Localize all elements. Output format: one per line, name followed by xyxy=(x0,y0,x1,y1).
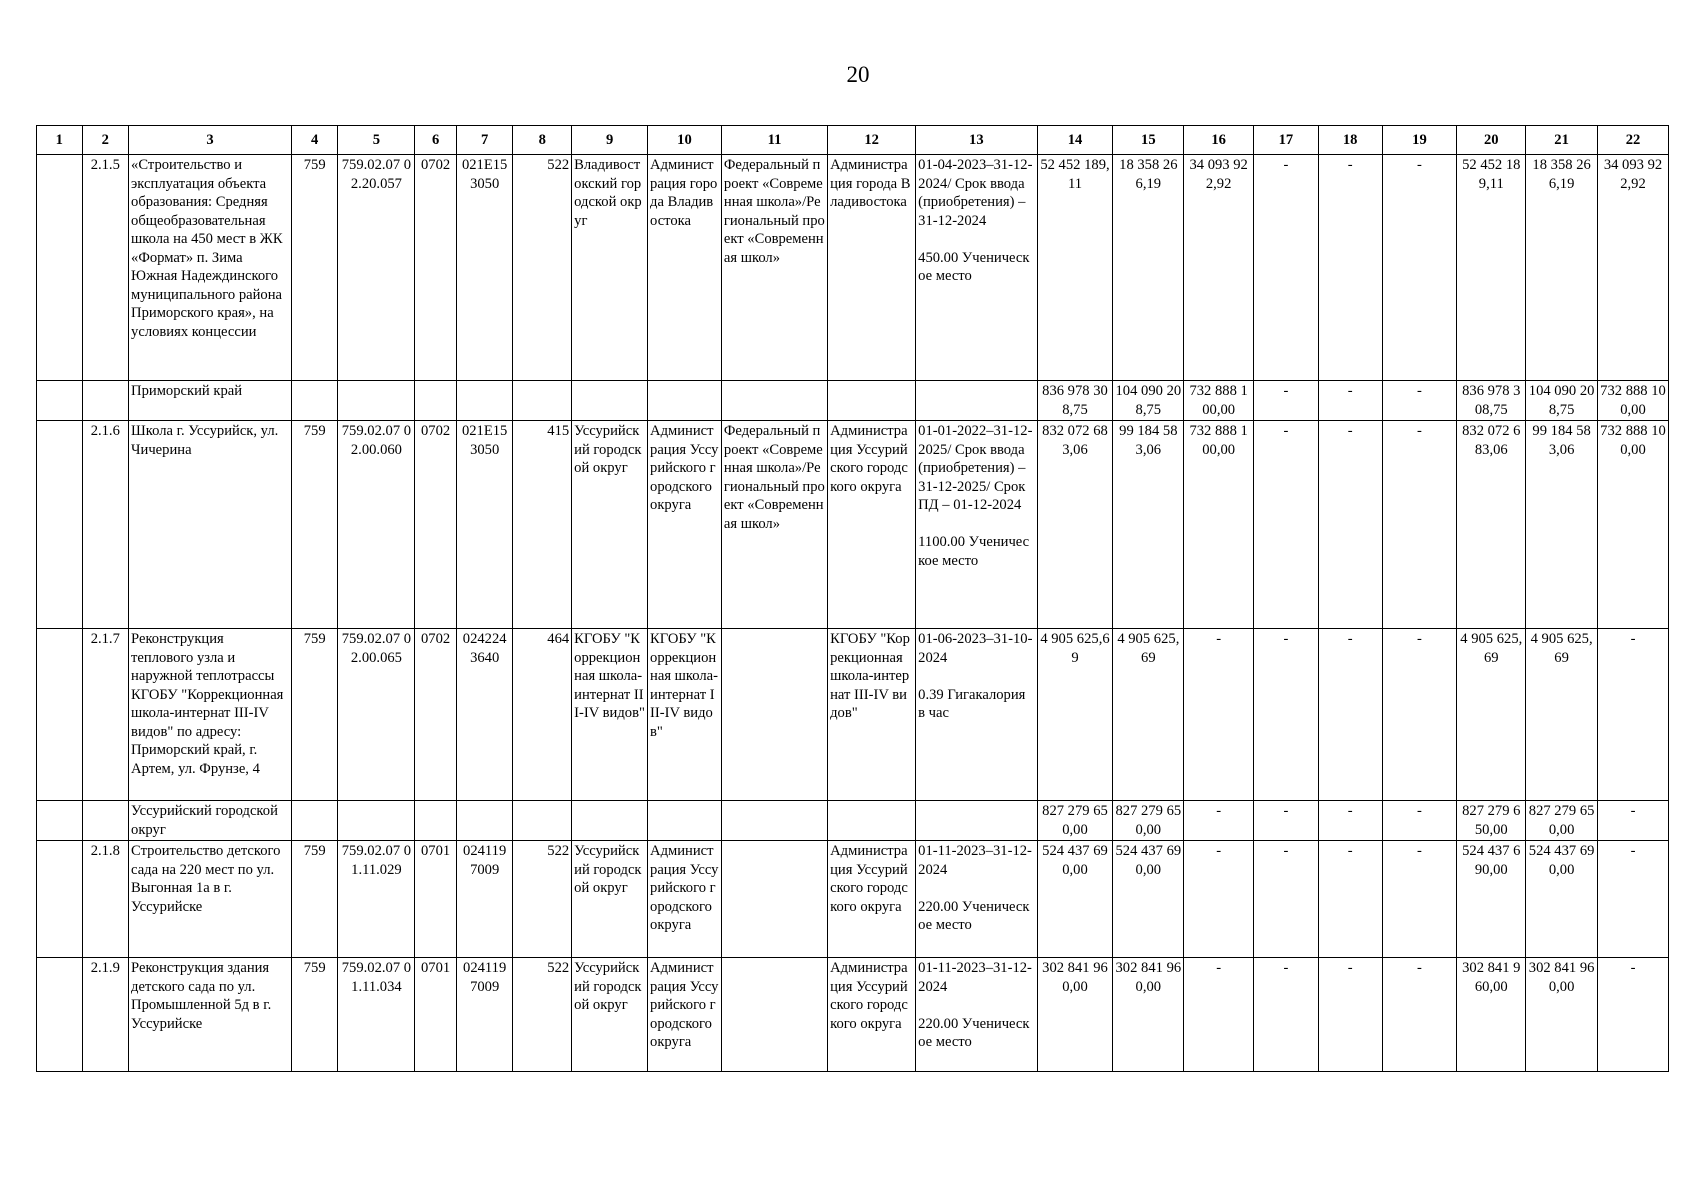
table-cell-col-12: Администрация города Владивостока xyxy=(828,155,916,381)
table-cell-col-16: 34 093 922,92 xyxy=(1184,155,1254,381)
column-header-4: 4 xyxy=(291,126,338,155)
table-cell-col-19: - xyxy=(1382,841,1457,958)
table-cell-col-7: 024224 3640 xyxy=(456,629,513,801)
table-cell-col-1 xyxy=(37,155,83,381)
column-header-21: 21 xyxy=(1526,126,1598,155)
table-cell-col-22: - xyxy=(1598,629,1669,801)
table-cell-col-2: 2.1.6 xyxy=(82,421,129,629)
table-cell-col-11: Федеральный проект «Современная школа»/Региональный проект «Современная школ» xyxy=(721,155,827,381)
table-cell-col-22: - xyxy=(1598,958,1669,1072)
table-cell-col-5: 759.02.07 01.11.034 xyxy=(338,958,415,1072)
row-2-1-7 xyxy=(37,629,1669,801)
table-cell-col-15: 302 841 960,00 xyxy=(1113,958,1184,1072)
table-cell-col-3: Уссурийский городской округ xyxy=(129,801,292,841)
table-cell-col-13 xyxy=(916,381,1037,421)
table-cell-col-18: - xyxy=(1318,629,1382,801)
table-cell-col-6: 0702 xyxy=(415,155,456,381)
table-cell-col-13: 01-11-2023–31-12-2024 220.00 Ученическое место xyxy=(916,958,1037,1072)
table-cell-col-2 xyxy=(82,801,129,841)
column-header-11: 11 xyxy=(721,126,827,155)
table-cell-col-9 xyxy=(572,801,648,841)
column-header-5: 5 xyxy=(338,126,415,155)
table-cell-col-8 xyxy=(513,381,572,421)
table-cell-col-21: 524 437 690,00 xyxy=(1526,841,1598,958)
table-cell-col-16: 732 888 100,00 xyxy=(1184,381,1254,421)
table-cell-col-4: 759 xyxy=(291,155,338,381)
table-cell-col-17: - xyxy=(1254,155,1319,381)
table-cell-col-22: - xyxy=(1598,841,1669,958)
table-cell-col-9: Уссурийский городской округ xyxy=(572,841,648,958)
table-cell-col-14: 4 905 625,69 xyxy=(1037,629,1113,801)
table-cell-col-20: 302 841 960,00 xyxy=(1457,958,1526,1072)
table-cell-col-17: - xyxy=(1254,958,1319,1072)
table-cell-col-13: 01-04-2023–31-12-2024/ Срок ввода (приобретения) – 31-12-2024 450.00 Ученическое место xyxy=(916,155,1037,381)
table-cell-col-18: - xyxy=(1318,841,1382,958)
table-cell-col-21: 4 905 625,69 xyxy=(1526,629,1598,801)
column-header-16: 16 xyxy=(1184,126,1254,155)
table-cell-col-4 xyxy=(291,801,338,841)
table-cell-col-19: - xyxy=(1382,381,1457,421)
table-cell-col-19: - xyxy=(1382,421,1457,629)
table-cell-col-14: 827 279 650,00 xyxy=(1037,801,1113,841)
table-cell-col-11 xyxy=(721,801,827,841)
column-header-15: 15 xyxy=(1113,126,1184,155)
table-cell-col-21: 18 358 266,19 xyxy=(1526,155,1598,381)
table-cell-col-8 xyxy=(513,801,572,841)
table-cell-col-10: КГОБУ "Коррекционная школа-интернат III-IV видов" xyxy=(648,629,722,801)
table-cell-col-1 xyxy=(37,381,83,421)
program-objects-table xyxy=(36,125,1669,1072)
table-cell-col-22: 732 888 100,00 xyxy=(1598,381,1669,421)
table-cell-col-22: 732 888 100,00 xyxy=(1598,421,1669,629)
table-cell-col-1 xyxy=(37,841,83,958)
table-cell-col-20: 836 978 308,75 xyxy=(1457,381,1526,421)
table-cell-col-6: 0702 xyxy=(415,421,456,629)
table-cell-col-17: - xyxy=(1254,801,1319,841)
table-cell-col-17: - xyxy=(1254,629,1319,801)
table-cell-col-13: 01-01-2022–31-12-2025/ Срок ввода (приобретения) – 31-12-2025/ Срок ПД – 01-12-2024 1100.00 Ученическое место xyxy=(916,421,1037,629)
table-cell-col-12 xyxy=(828,801,916,841)
table-cell-col-8: 415 xyxy=(513,421,572,629)
table-cell-col-8: 464 xyxy=(513,629,572,801)
table-cell-col-11: Федеральный проект «Современная школа»/Региональный проект «Современная школ» xyxy=(721,421,827,629)
table-cell-col-18: - xyxy=(1318,958,1382,1072)
table-cell-col-5 xyxy=(338,381,415,421)
table-cell-col-8: 522 xyxy=(513,958,572,1072)
table-cell-col-8: 522 xyxy=(513,155,572,381)
table-cell-col-20: 52 452 189,11 xyxy=(1457,155,1526,381)
page-number: 20 xyxy=(846,62,870,87)
table-cell-col-12: КГОБУ "Коррекционная школа-интернат III-IV видов" xyxy=(828,629,916,801)
table-cell-col-10 xyxy=(648,381,722,421)
table-cell-col-10 xyxy=(648,801,722,841)
table-cell-col-9: Уссурийский городской округ xyxy=(572,958,648,1072)
column-header-9: 9 xyxy=(572,126,648,155)
column-header-20: 20 xyxy=(1457,126,1526,155)
table-cell-col-1 xyxy=(37,958,83,1072)
table-cell-col-10: Администрация города Владивостока xyxy=(648,155,722,381)
table-cell-col-14: 836 978 308,75 xyxy=(1037,381,1113,421)
table-cell-col-5 xyxy=(338,801,415,841)
table-cell-col-19: - xyxy=(1382,801,1457,841)
table-cell-col-5: 759.02.07 02.00.065 xyxy=(338,629,415,801)
table-cell-col-18: - xyxy=(1318,421,1382,629)
table-cell-col-13 xyxy=(916,801,1037,841)
table-cell-col-6: 0701 xyxy=(415,958,456,1072)
table-cell-col-16: 732 888 100,00 xyxy=(1184,421,1254,629)
table-cell-col-20: 4 905 625,69 xyxy=(1457,629,1526,801)
table-cell-col-6: 0702 xyxy=(415,629,456,801)
table-cell-col-16: - xyxy=(1184,801,1254,841)
table-cell-col-12: Администрация Уссурийского городского округа xyxy=(828,958,916,1072)
header-row xyxy=(37,126,1669,155)
table-cell-col-15: 104 090 208,75 xyxy=(1113,381,1184,421)
table-cell-col-11 xyxy=(721,629,827,801)
table-cell-col-18: - xyxy=(1318,381,1382,421)
table-cell-col-2: 2.1.5 xyxy=(82,155,129,381)
table-cell-col-22: - xyxy=(1598,801,1669,841)
table-cell-col-1 xyxy=(37,801,83,841)
table-cell-col-6 xyxy=(415,381,456,421)
row-2-1-8 xyxy=(37,841,1669,958)
table-cell-col-19: - xyxy=(1382,629,1457,801)
table-cell-col-4: 759 xyxy=(291,841,338,958)
table-cell-col-3: Реконструкция теплового узла и наружной теплотрассы КГОБУ "Коррекционная школа-интернат III-IV видов" по адресу: Приморский край, г. Артем, ул. Фрунзе, 4 xyxy=(129,629,292,801)
table-cell-col-20: 827 279 650,00 xyxy=(1457,801,1526,841)
table-cell-col-20: 832 072 683,06 xyxy=(1457,421,1526,629)
table-cell-col-17: - xyxy=(1254,421,1319,629)
table-cell-col-12 xyxy=(828,381,916,421)
table-cell-col-15: 99 184 583,06 xyxy=(1113,421,1184,629)
table-cell-col-15: 18 358 266,19 xyxy=(1113,155,1184,381)
table-cell-col-16: - xyxy=(1184,629,1254,801)
column-header-7: 7 xyxy=(456,126,513,155)
table-cell-col-6: 0701 xyxy=(415,841,456,958)
table-cell-col-14: 302 841 960,00 xyxy=(1037,958,1113,1072)
table-cell-col-12: Администрация Уссурийского городского округа xyxy=(828,841,916,958)
table-cell-col-7: 021E15 3050 xyxy=(456,155,513,381)
table-cell-col-17: - xyxy=(1254,841,1319,958)
table-cell-col-11 xyxy=(721,841,827,958)
table-cell-col-7 xyxy=(456,381,513,421)
table-cell-col-9 xyxy=(572,381,648,421)
table-cell-col-4 xyxy=(291,381,338,421)
table-cell-col-9: Владивостокский городской округ xyxy=(572,155,648,381)
table-cell-col-19: - xyxy=(1382,155,1457,381)
table-cell-col-5: 759.02.07 02.20.057 xyxy=(338,155,415,381)
table-cell-col-21: 302 841 960,00 xyxy=(1526,958,1598,1072)
row-region-primorsky xyxy=(37,381,1669,421)
table-cell-col-3: Реконструкция здания детского сада по ул. Промышленной 5д в г. Уссурийске xyxy=(129,958,292,1072)
table-cell-col-14: 52 452 189,11 xyxy=(1037,155,1113,381)
table-cell-col-7: 021E15 3050 xyxy=(456,421,513,629)
table-cell-col-7: 024119 7009 xyxy=(456,958,513,1072)
table-cell-col-15: 524 437 690,00 xyxy=(1113,841,1184,958)
table-cell-col-18: - xyxy=(1318,155,1382,381)
table-cell-col-4: 759 xyxy=(291,421,338,629)
table-cell-col-7 xyxy=(456,801,513,841)
table-cell-col-13: 01-06-2023–31-10-2024 0.39 Гигакалория в час xyxy=(916,629,1037,801)
column-header-3: 3 xyxy=(129,126,292,155)
table-cell-col-20: 524 437 690,00 xyxy=(1457,841,1526,958)
table-cell-col-11 xyxy=(721,381,827,421)
table-cell-col-16: - xyxy=(1184,841,1254,958)
table-cell-col-2: 2.1.8 xyxy=(82,841,129,958)
table-cell-col-3: Приморский край xyxy=(129,381,292,421)
table-cell-col-13: 01-11-2023–31-12-2024 220.00 Ученическое место xyxy=(916,841,1037,958)
row-region-ussuriysk xyxy=(37,801,1669,841)
table-cell-col-1 xyxy=(37,421,83,629)
table-cell-col-9: КГОБУ "Коррекционная школа-интернат III-IV видов" xyxy=(572,629,648,801)
column-header-10: 10 xyxy=(648,126,722,155)
column-header-14: 14 xyxy=(1037,126,1113,155)
table-cell-col-3: «Строительство и эксплуатация объекта образования: Средняя общеобразовательная школа на 450 мест в ЖК «Формат» п. Зима Южная Надеждинского муниципального района Приморского края», на условиях концессии xyxy=(129,155,292,381)
column-header-6: 6 xyxy=(415,126,456,155)
column-header-18: 18 xyxy=(1318,126,1382,155)
table-cell-col-7: 024119 7009 xyxy=(456,841,513,958)
table-cell-col-10: Администрация Уссурийского городского округа xyxy=(648,841,722,958)
table-cell-col-15: 4 905 625,69 xyxy=(1113,629,1184,801)
column-header-1: 1 xyxy=(37,126,83,155)
row-2-1-9 xyxy=(37,958,1669,1072)
row-2-1-5 xyxy=(37,155,1669,381)
table-cell-col-4: 759 xyxy=(291,629,338,801)
table-cell-col-5: 759.02.07 02.00.060 xyxy=(338,421,415,629)
column-header-2: 2 xyxy=(82,126,129,155)
table-cell-col-2: 2.1.7 xyxy=(82,629,129,801)
table-cell-col-14: 524 437 690,00 xyxy=(1037,841,1113,958)
table-cell-col-16: - xyxy=(1184,958,1254,1072)
table-cell-col-14: 832 072 683,06 xyxy=(1037,421,1113,629)
table-cell-col-21: 827 279 650,00 xyxy=(1526,801,1598,841)
column-header-13: 13 xyxy=(916,126,1037,155)
table-cell-col-19: - xyxy=(1382,958,1457,1072)
table-cell-col-21: 99 184 583,06 xyxy=(1526,421,1598,629)
column-header-22: 22 xyxy=(1598,126,1669,155)
table-cell-col-2 xyxy=(82,381,129,421)
table-cell-col-11 xyxy=(721,958,827,1072)
column-header-12: 12 xyxy=(828,126,916,155)
table-cell-col-8: 522 xyxy=(513,841,572,958)
table-cell-col-9: Уссурийский городской округ xyxy=(572,421,648,629)
column-header-17: 17 xyxy=(1254,126,1319,155)
table-cell-col-12: Администрация Уссурийского городского округа xyxy=(828,421,916,629)
table-cell-col-6 xyxy=(415,801,456,841)
table-cell-col-18: - xyxy=(1318,801,1382,841)
table-cell-col-2: 2.1.9 xyxy=(82,958,129,1072)
table-cell-col-4: 759 xyxy=(291,958,338,1072)
column-header-8: 8 xyxy=(513,126,572,155)
table-cell-col-5: 759.02.07 01.11.029 xyxy=(338,841,415,958)
table-cell-col-21: 104 090 208,75 xyxy=(1526,381,1598,421)
column-header-19: 19 xyxy=(1382,126,1457,155)
table-cell-col-15: 827 279 650,00 xyxy=(1113,801,1184,841)
table-cell-col-22: 34 093 922,92 xyxy=(1598,155,1669,381)
table-cell-col-3: Школа г. Уссурийск, ул. Чичерина xyxy=(129,421,292,629)
table-cell-col-1 xyxy=(37,629,83,801)
table-cell-col-10: Администрация Уссурийского городского округа xyxy=(648,421,722,629)
table-cell-col-17: - xyxy=(1254,381,1319,421)
table-cell-col-3: Строительство детского сада на 220 мест по ул. Выгонная 1а в г. Уссурийске xyxy=(129,841,292,958)
table-cell-col-10: Администрация Уссурийского городского округа xyxy=(648,958,722,1072)
row-2-1-6 xyxy=(37,421,1669,629)
